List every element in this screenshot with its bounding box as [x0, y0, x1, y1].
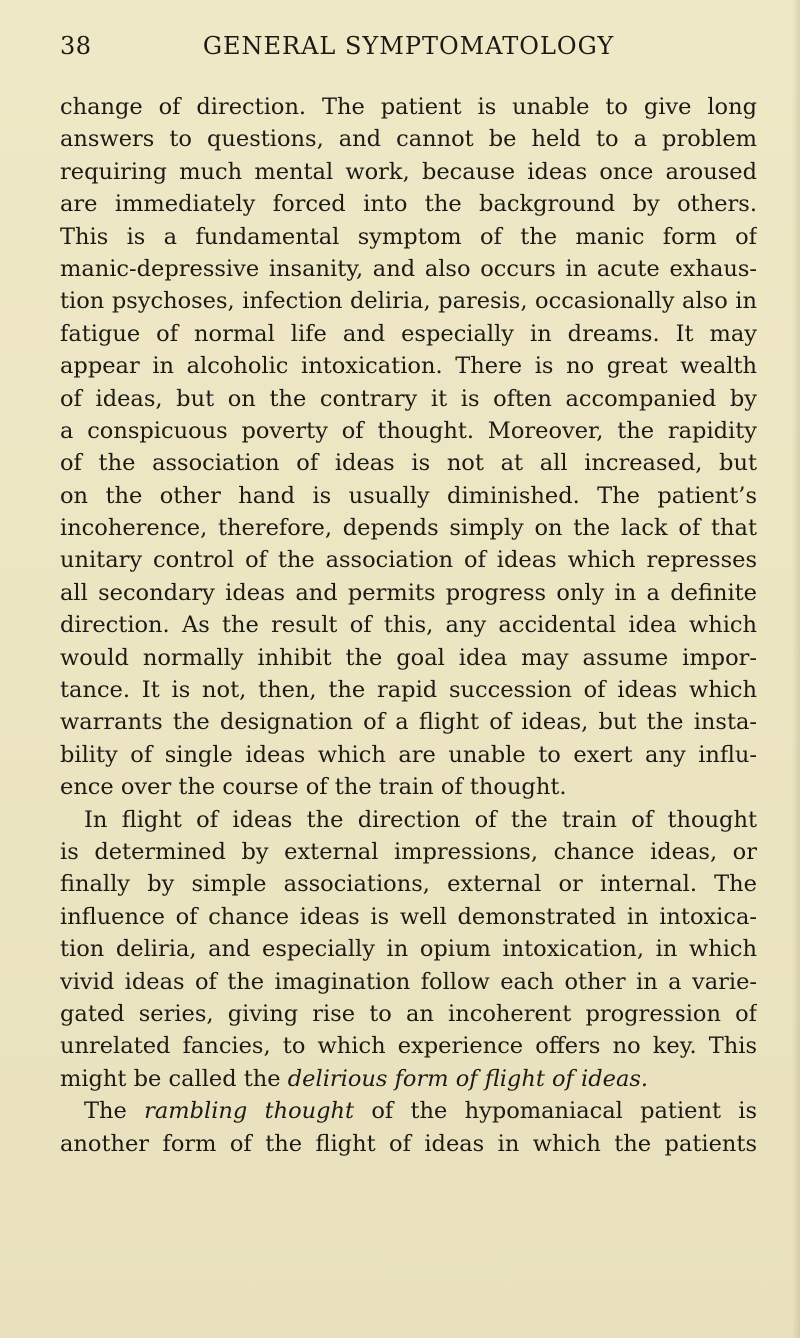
- text-line: all secondary ideas and permits progress only in a definite: [60, 579, 757, 606]
- paragraph-end-line: ence over the course of the train of thought.: [60, 774, 567, 801]
- text-line: vivid ideas of the imagination follow each other in a varie-: [60, 968, 757, 995]
- running-head: GENERAL SYMPTOMATOLOGY: [202, 32, 615, 60]
- text-line: would normally inhibit the goal idea may assume impor-: [60, 644, 757, 671]
- italic-term-delirious-form: delirious form of flight of ideas.: [287, 1065, 649, 1092]
- text-line: unitary control of the association of ideas which represses: [60, 547, 757, 574]
- paragraph-start-line: [60, 1095, 757, 1127]
- italic-term-rambling-thought: rambling thought: [144, 1098, 355, 1125]
- text-fragment: The: [84, 1098, 127, 1125]
- text-line: warrants the designation of a flight of ideas, but the insta-: [60, 709, 757, 736]
- text-line: tion psychoses, infection deliria, paresis, occasionally also in: [60, 288, 757, 315]
- text-line: another form of the flight of ideas in which the patients: [60, 1130, 757, 1157]
- text-line: fatigue of normal life and especially in dreams. It may: [60, 320, 757, 347]
- text-line: of the association of ideas is not at all increased, but: [60, 450, 757, 477]
- text-line: a conspicuous poverty of thought. Moreover, the rapidity: [60, 417, 757, 444]
- text-line: are immediately forced into the background by others.: [60, 191, 757, 218]
- text-line: direction. As the result of this, any accidental idea which: [60, 612, 757, 639]
- text-fragment: might be called the: [60, 1065, 281, 1092]
- text-line: of ideas, but on the contrary it is often accompanied by: [60, 385, 757, 412]
- text-line: change of direction. The patient is unable to give long: [60, 94, 757, 120]
- paragraph-end-line: [60, 1063, 757, 1095]
- text-line: This is a fundamental symptom of the manic form of: [60, 223, 757, 250]
- page-number: 38: [60, 32, 92, 60]
- text-line: bility of single ideas which are unable to exert any influ-: [60, 741, 757, 768]
- text-line: unrelated fancies, to which experience offers no key. This: [60, 1033, 757, 1060]
- text-line: on the other hand is usually diminished. The patient’s: [60, 482, 757, 509]
- text-line: answers to questions, and cannot be held to a problem: [60, 126, 757, 153]
- text-line: is determined by external impressions, chance ideas, or: [60, 838, 757, 865]
- text-line: manic-depressive insanity, and also occurs in acute exhaus-: [60, 255, 757, 282]
- paragraph-start-line: In flight of ideas the direction of the train of thought: [84, 806, 757, 833]
- text-line: appear in alcoholic intoxication. There is no great wealth: [60, 353, 757, 380]
- text-line: gated series, giving rise to an incoherent progression of: [60, 1000, 757, 1027]
- text-line: tion deliria, and especially in opium intoxication, in which: [60, 936, 757, 963]
- text-line: influence of chance ideas is well demonstrated in intoxica-: [60, 903, 757, 930]
- text-line: finally by simple associations, external or internal. The: [60, 871, 757, 898]
- page-header: [60, 32, 757, 72]
- body-text: [60, 91, 757, 1160]
- text-line: requiring much mental work, because ideas once aroused: [60, 158, 757, 185]
- text-line: tance. It is not, then, the rapid succession of ideas which: [60, 677, 757, 704]
- text-line: incoherence, therefore, depends simply on the lack of that: [60, 515, 757, 542]
- text-fragment: of the hypomaniacal patient is: [371, 1098, 757, 1125]
